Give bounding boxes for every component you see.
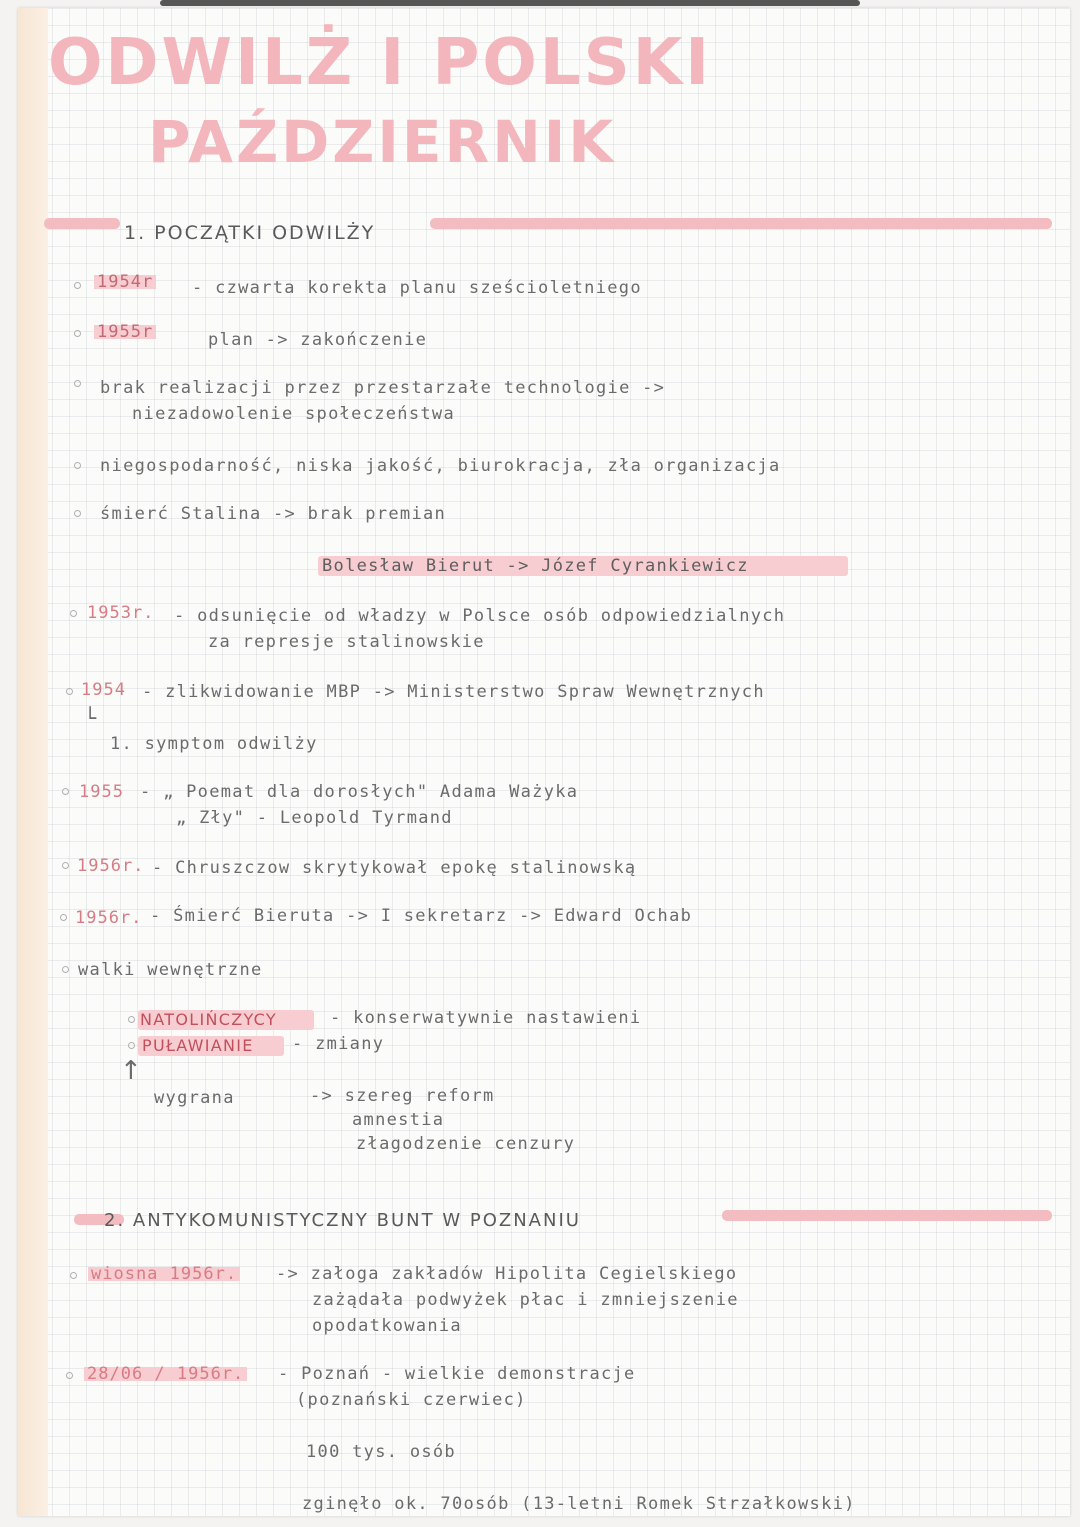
- bullet: [66, 688, 73, 695]
- item-text: - Poznań - wielkie demonstracje: [278, 1364, 636, 1384]
- item-text: niegospodarność, niska jakość, biurokracja, zła organizacja: [100, 456, 781, 476]
- item-text-continued: opodatkowania: [312, 1316, 462, 1336]
- pulawianie-label: PUŁAWIANIE: [142, 1036, 254, 1055]
- item-date: 1955r: [94, 322, 156, 342]
- killed-note: zginęło ok. 70osób (13-letni Romek Strzałkowski): [302, 1494, 856, 1514]
- item-date: 1956r.: [77, 856, 145, 876]
- bullet: [74, 510, 81, 517]
- won-label: wygrana: [154, 1088, 235, 1108]
- section1-heading: 1. POCZĄTKI ODWILŻY: [124, 222, 376, 244]
- item-text: brak realizacji przez przestarzałe technologie ->: [100, 378, 666, 398]
- natolinczycy-desc: - konserwatywnie nastawieni: [330, 1008, 642, 1028]
- section1-underline-right: [430, 218, 1052, 229]
- item-text-continued: za represje stalinowskie: [208, 632, 485, 652]
- bullet: [62, 788, 69, 795]
- item-date: wiosna 1956r.: [88, 1264, 240, 1284]
- bullet: [74, 462, 81, 469]
- item-text: - Chruszczow skrytykował epokę stalinowską: [152, 858, 637, 878]
- bullet: [70, 610, 77, 617]
- bierut-cyrankiewicz-highlight: Bolesław Bierut -> Józef Cyrankiewicz: [322, 556, 749, 576]
- item-date: 1954: [81, 680, 126, 700]
- item-text-continued: „ Zły" - Leopold Tyrmand: [176, 808, 453, 828]
- bullet: [62, 862, 69, 869]
- item-text: - odsunięcie od władzy w Polsce osób odpowiedzialnych: [174, 606, 786, 626]
- bullet: [60, 914, 67, 921]
- bullet: [66, 1372, 73, 1379]
- bullet: [128, 1016, 135, 1023]
- bullet: [74, 380, 81, 387]
- bullet: [74, 330, 81, 337]
- item-text: plan -> zakończenie: [208, 330, 428, 350]
- natolinczycy-label: NATOLIŃCZYCY: [140, 1010, 277, 1029]
- page-title-line1: ODWILŻ I POLSKI: [48, 26, 713, 100]
- page-margin-strip: [18, 8, 48, 1516]
- result-item: amnestia: [352, 1110, 445, 1130]
- section2-heading: 2. ANTYKOMUNISTYCZNY BUNT W POZNANIU: [104, 1210, 581, 1231]
- item-note: └: [84, 706, 98, 730]
- page-title-line2: PAŹDZIERNIK: [148, 108, 617, 176]
- people-count: 100 tys. osób: [306, 1442, 456, 1462]
- item-date: 1954r: [94, 272, 156, 292]
- item-text: - Śmierć Bieruta -> I sekretarz -> Edward Ochab: [150, 906, 693, 926]
- item-text: śmierć Stalina -> brak premian: [100, 504, 447, 524]
- result-item: złagodzenie cenzury: [356, 1134, 576, 1154]
- section2-underline-right: [722, 1210, 1052, 1221]
- item-text-continued: zażądała podwyżek płac i zmniejszenie: [312, 1290, 739, 1310]
- item-text: -> załoga zakładów Hipolita Cegielskiego: [276, 1264, 738, 1284]
- arrow-up-icon: ↑: [120, 1056, 142, 1086]
- bullet: [128, 1042, 135, 1049]
- item-text: - zlikwidowanie MBP -> Ministerstwo Spraw Wewnętrznych: [142, 682, 765, 702]
- item-date: 1955: [79, 782, 124, 802]
- bullet: [70, 1272, 77, 1279]
- item-text: - czwarta korekta planu sześcioletniego: [192, 278, 642, 298]
- symptom-note: 1. symptom odwilży: [110, 734, 318, 754]
- section1-underline-left: [44, 218, 120, 229]
- item-date: 28/06 / 1956r.: [84, 1364, 247, 1384]
- item-text: - „ Poemat dla dorosłych" Adama Ważyka: [140, 782, 579, 802]
- item-date: 1956r.: [75, 908, 143, 928]
- bullet: [62, 966, 69, 973]
- pulawianie-desc: - zmiany: [292, 1034, 385, 1054]
- item-text-continued: niezadowolenie społeczeństwa: [132, 404, 455, 424]
- item-text-continued: (poznański czerwiec): [296, 1390, 527, 1410]
- struggles-label: walki wewnętrzne: [78, 960, 263, 980]
- item-date: 1953r.: [87, 603, 155, 623]
- bullet: [74, 282, 81, 289]
- notebook-binding-edge: [160, 0, 860, 6]
- result-item: -> szereg reform: [310, 1086, 495, 1106]
